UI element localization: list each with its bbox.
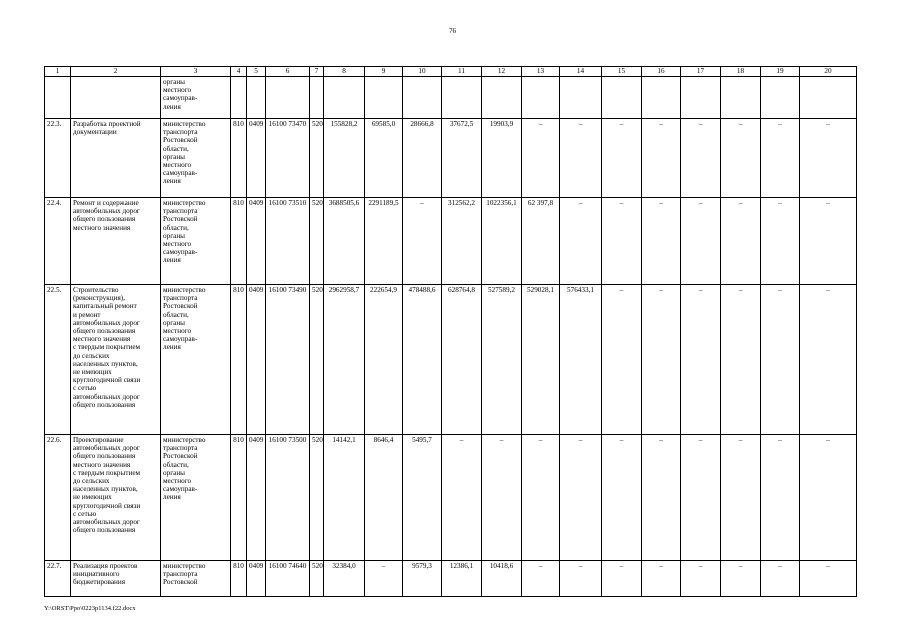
code-target-article: 16100 73510 [266, 198, 310, 285]
measure-name: Реализация проектов инициативного бюджетирования [71, 561, 161, 597]
column-header-20: 20 [800, 67, 857, 77]
code-expense-type: 520 [310, 198, 324, 285]
table-row [45, 561, 857, 597]
amount-cell: 527589,2 [482, 285, 522, 435]
amount-cell: 2962958,7 [324, 285, 365, 435]
code-section: 0409 [247, 561, 266, 597]
amount-cell: 28666,8 [403, 119, 442, 198]
amount-cell [442, 77, 482, 119]
column-header-19: 19 [761, 67, 800, 77]
amount-cell: – [681, 198, 721, 285]
amount-cell: – [761, 198, 800, 285]
column-header-7: 7 [310, 67, 324, 77]
measure-name [71, 77, 161, 119]
table-row [45, 285, 857, 435]
amount-cell: 69585,0 [365, 119, 403, 198]
amount-cell: – [482, 435, 522, 561]
amount-cell [482, 77, 522, 119]
amount-cell: 62 397,8 [522, 198, 560, 285]
amount-cell [602, 77, 642, 119]
amount-cell: 8646,4 [365, 435, 403, 561]
amount-cell: 478488,6 [403, 285, 442, 435]
column-header-2: 2 [71, 67, 161, 77]
row-number: 22.6. [45, 435, 71, 561]
column-header-11: 11 [442, 67, 482, 77]
amount-cell: 19903,9 [482, 119, 522, 198]
code-grbs: 810 [231, 561, 247, 597]
amount-cell: – [681, 435, 721, 561]
budget-table [44, 66, 857, 597]
code-section: 0409 [247, 435, 266, 561]
amount-cell: – [721, 435, 761, 561]
executor: министерство транспорта Ростовской [161, 561, 231, 597]
row-number: 22.4. [45, 198, 71, 285]
column-header-8: 8 [324, 67, 365, 77]
table-row [45, 119, 857, 198]
amount-cell: 312562,2 [442, 198, 482, 285]
amount-cell [365, 77, 403, 119]
amount-cell: – [761, 435, 800, 561]
amount-cell: – [800, 285, 857, 435]
amount-cell: – [761, 285, 800, 435]
amount-cell: – [522, 561, 560, 597]
amount-cell [642, 77, 681, 119]
executor: министерство транспорта Ростовской области, органы местного самоуправ- ления [161, 435, 231, 561]
code-expense-type: 520 [310, 561, 324, 597]
amount-cell: – [642, 561, 681, 597]
amount-cell: – [560, 198, 602, 285]
amount-cell: 628764,8 [442, 285, 482, 435]
amount-cell: – [560, 435, 602, 561]
row-number [45, 77, 71, 119]
amount-cell: – [522, 119, 560, 198]
amount-cell [403, 77, 442, 119]
code-target-article: 16100 73490 [266, 285, 310, 435]
measure-name: Разработка проектной документации [71, 119, 161, 198]
amount-cell: – [522, 435, 560, 561]
amount-cell: – [602, 435, 642, 561]
amount-cell: – [642, 285, 681, 435]
amount-cell: 10418,6 [482, 561, 522, 597]
amount-cell: – [761, 119, 800, 198]
column-header-15: 15 [602, 67, 642, 77]
amount-cell: – [560, 119, 602, 198]
amount-cell: – [403, 198, 442, 285]
amount-cell: – [721, 561, 761, 597]
amount-cell [800, 77, 857, 119]
amount-cell: – [602, 119, 642, 198]
code-grbs: 810 [231, 119, 247, 198]
code-section: 0409 [247, 119, 266, 198]
measure-name: Ремонт и содержание автомобильных дорог общего пользования местного значения [71, 198, 161, 285]
page-number: 76 [449, 27, 456, 35]
table-row [45, 198, 857, 285]
code-grbs: 810 [231, 198, 247, 285]
amount-cell: – [602, 561, 642, 597]
code-section: 0409 [247, 285, 266, 435]
column-header-4: 4 [231, 67, 247, 77]
amount-cell [522, 77, 560, 119]
amount-cell: 529028,1 [522, 285, 560, 435]
row-number: 22.7. [45, 561, 71, 597]
code-grbs: 810 [231, 435, 247, 561]
amount-cell: 222654,9 [365, 285, 403, 435]
column-header-16: 16 [642, 67, 681, 77]
amount-cell: 576433,1 [560, 285, 602, 435]
code-target-article: 16100 73470 [266, 119, 310, 198]
row-number: 22.3. [45, 119, 71, 198]
amount-cell: 5495,7 [403, 435, 442, 561]
header-row [45, 67, 857, 77]
amount-cell: – [602, 198, 642, 285]
amount-cell [681, 77, 721, 119]
amount-cell: 37672,5 [442, 119, 482, 198]
amount-cell: 9579,3 [403, 561, 442, 597]
amount-cell: – [442, 435, 482, 561]
code-expense-type [310, 77, 324, 119]
executor: министерство транспорта Ростовской области, органы местного самоуправ- ления [161, 285, 231, 435]
code-expense-type: 520 [310, 119, 324, 198]
code-section: 0409 [247, 198, 266, 285]
code-section [247, 77, 266, 119]
column-header-18: 18 [721, 67, 761, 77]
code-target-article: 16100 74640 [266, 561, 310, 597]
amount-cell: 2291189,5 [365, 198, 403, 285]
row-number: 22.5. [45, 285, 71, 435]
amount-cell: – [681, 119, 721, 198]
code-target-article [266, 77, 310, 119]
code-expense-type: 520 [310, 435, 324, 561]
amount-cell: – [642, 198, 681, 285]
amount-cell: – [560, 561, 602, 597]
column-header-14: 14 [560, 67, 602, 77]
code-target-article: 16100 73500 [266, 435, 310, 561]
column-header-5: 5 [247, 67, 266, 77]
amount-cell: – [721, 198, 761, 285]
amount-cell: – [602, 285, 642, 435]
column-header-6: 6 [266, 67, 310, 77]
column-header-3: 3 [161, 67, 231, 77]
table-row [45, 435, 857, 561]
amount-cell: – [721, 285, 761, 435]
file-path-footer: Y:\ORST\Ppo\0223p1134.f22.docx [44, 605, 136, 612]
amount-cell: – [642, 435, 681, 561]
amount-cell: – [800, 561, 857, 597]
amount-cell: 155828,2 [324, 119, 365, 198]
executor: органы местного самоуправ- ления [161, 77, 231, 119]
column-header-13: 13 [522, 67, 560, 77]
code-grbs: 810 [231, 285, 247, 435]
table-row [45, 77, 857, 119]
amount-cell: – [800, 119, 857, 198]
amount-cell: – [681, 285, 721, 435]
code-expense-type: 520 [310, 285, 324, 435]
column-header-12: 12 [482, 67, 522, 77]
measure-name: Проектирование автомобильных дорог общего пользования местного значения с твердым покрытием до сельских населенных пунктов, не имеющих круглогодичной связи с сетью автомобильных дорог общего пользования [71, 435, 161, 561]
amount-cell: 14142,1 [324, 435, 365, 561]
amount-cell: 3688505,6 [324, 198, 365, 285]
amount-cell: 12386,1 [442, 561, 482, 597]
executor: министерство транспорта Ростовской области, органы местного самоуправ- ления [161, 198, 231, 285]
amount-cell: 1022356,1 [482, 198, 522, 285]
amount-cell [721, 77, 761, 119]
amount-cell [324, 77, 365, 119]
amount-cell: – [800, 435, 857, 561]
amount-cell: – [761, 561, 800, 597]
amount-cell: – [365, 561, 403, 597]
column-header-9: 9 [365, 67, 403, 77]
measure-name: Строительство (реконструкция), капитальный ремонт и ремонт автомобильных дорог общего пользования местного значения с твердым покрытием до сельских населенных пунктов, не имеющих круглогодичной связи с сетью автомобильных дорог общего пользования [71, 285, 161, 435]
code-grbs [231, 77, 247, 119]
amount-cell [560, 77, 602, 119]
amount-cell: – [681, 561, 721, 597]
amount-cell: – [800, 198, 857, 285]
executor: министерство транспорта Ростовской области, органы местного самоуправ- ления [161, 119, 231, 198]
amount-cell: 32384,0 [324, 561, 365, 597]
amount-cell: – [721, 119, 761, 198]
amount-cell: – [642, 119, 681, 198]
column-header-1: 1 [45, 67, 71, 77]
column-header-10: 10 [403, 67, 442, 77]
amount-cell [761, 77, 800, 119]
column-header-17: 17 [681, 67, 721, 77]
